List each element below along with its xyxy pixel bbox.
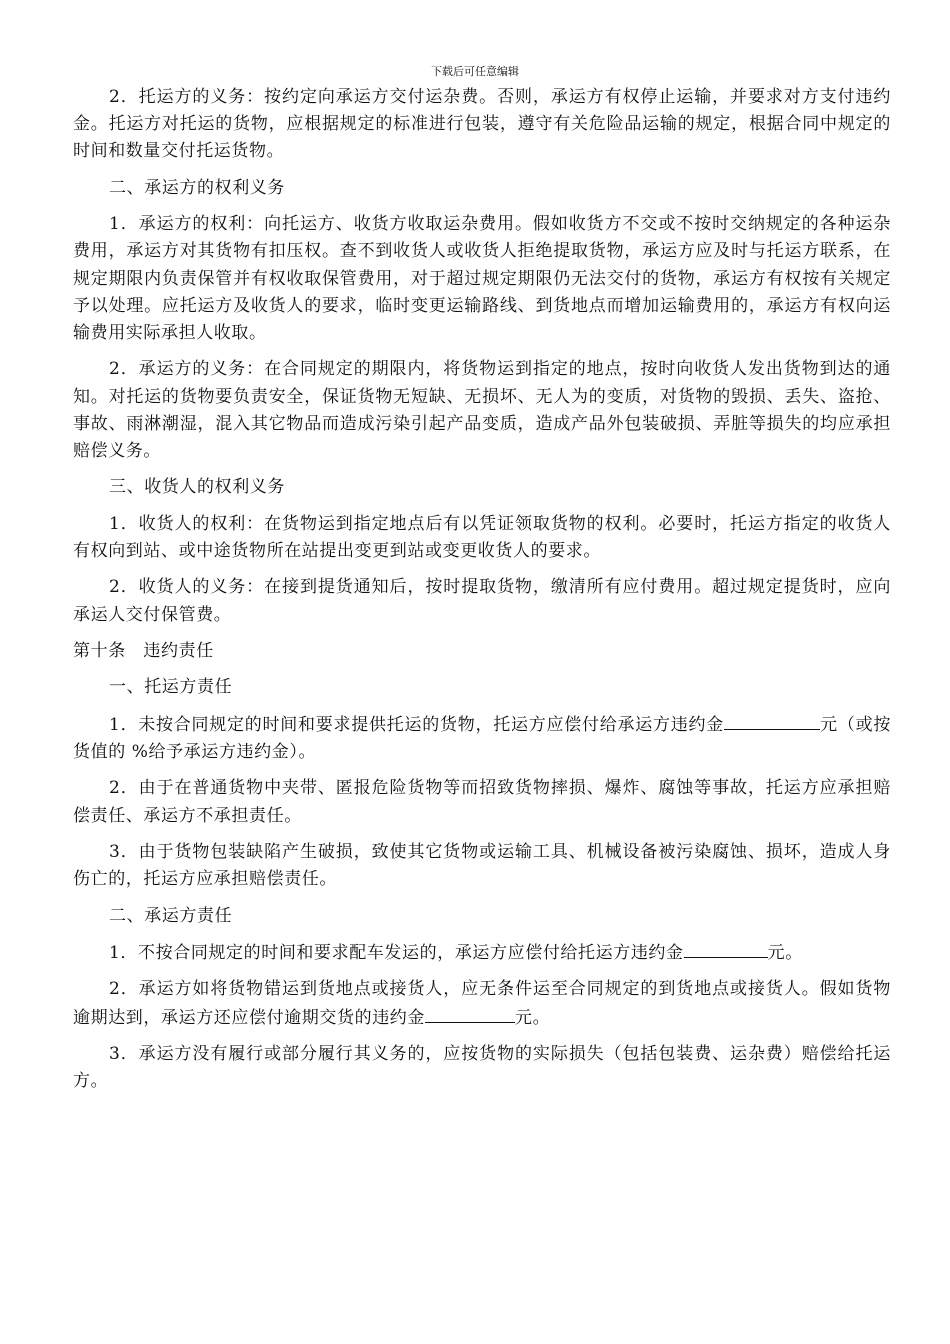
- paragraph-text: 1．不按合同规定的时间和要求配车发运的，承运方应偿付给托运方违约金: [109, 942, 684, 963]
- fill-in-blank[interactable]: [425, 1004, 515, 1023]
- paragraph-text: 1．未按合同规定的时间和要求提供托运的货物，托运方应偿付给承运方违约金: [109, 714, 724, 735]
- section-heading-carrier-liability: 二、承运方责任: [109, 905, 233, 926]
- paragraph-shipper-liability-2: 2．由于在普通货物中夹带、匿报危险货物等而招致货物摔损、爆炸、腐蚀等事故，托运方应承担赔偿责任、承运方不承担责任。: [73, 778, 891, 826]
- section-heading-carrier-rights: 二、承运方的权利义务: [109, 177, 285, 198]
- paragraph-consignee-obligations: 2．收货人的义务：在接到提货通知后，按时提取货物，缴清所有应付费用。超过规定提货时，应向承运人交付保管费。: [73, 577, 891, 625]
- paragraph-consignee-rights: 1．收货人的权利：在货物运到指定地点后有以凭证领取货物的权利。必要时，托运方指定的收货人有权向到站、或中途货物所在站提出变更到站或变更收货人的要求。: [73, 513, 891, 561]
- paragraph-carrier-liability-1: [73, 939, 891, 967]
- fill-in-blank[interactable]: [724, 711, 820, 730]
- paragraph-shipper-liability-3: 3．由于货物包装缺陷产生破损，致使其它货物或运输工具、机械设备被污染腐蚀、损坏，造成人身伤亡的，托运方应承担赔偿责任。: [73, 841, 891, 890]
- paragraph-carrier-liability-3: 3．承运方没有履行或部分履行其义务的，应按货物的实际损失（包括包装费、运杂费）赔偿给托运方。: [73, 1043, 891, 1092]
- section-heading-consignee-rights: 三、收货人的权利义务: [109, 477, 285, 498]
- paragraph-carrier-rights: 1．承运方的权利：向托运方、收货方收取运杂费用。假如收货方不交或不按时交纳规定的各种运杂费用，承运方对其货物有扣压权。查不到收货人或收货人拒绝提取货物，承运方应及时与托运方联系，在规定期限内负责保管并有权收取保管费用，对于超过规定期限仍无法交付的货物，承运方有权按有关规定予以处理。应托运方及收货人的要求，临时变更运输路线、到货地点而增加运输费用的，承运方有权向运输费用实际承担人收取。: [73, 214, 891, 343]
- document-body: [73, 84, 891, 1105]
- section-heading-shipper-liability: 一、托运方责任: [109, 677, 233, 698]
- paragraph-text: 元（或按货值的 %给予承运方违约金）。: [73, 714, 891, 762]
- paragraph-carrier-obligations: 2．承运方的义务：在合同规定的期限内，将货物运到指定的地点，按时向收货人发出货物到达的通知。对托运的货物要负责安全，保证货物无短缺、无损坏、无人为的变质，对货物的毁损、丢失、盗抢、事故、雨淋潮湿，混入其它物品而造成污染引起产品变质，造成产品外包装破损、弄脏等损失的均应承担赔偿义务。: [73, 359, 891, 461]
- article-heading-liability: 第十条 违约责任: [73, 640, 214, 661]
- paragraph-text: 元。: [767, 942, 803, 963]
- paragraph-text: 2．承运方如将货物错运到货地点或接货人，应无条件运至合同规定的到货地点或接货人。假如货物逾期达到，承运方还应偿付逾期交货的违约金: [73, 979, 891, 1028]
- paragraph-shipper-liability-1: [73, 711, 891, 766]
- paragraph-carrier-liability-2: [73, 976, 891, 1031]
- paragraph-shipper-obligations: 2．托运方的义务：按约定向承运方交付运杂费。否则，承运方有权停止运输，并要求对方支付违约金。托运方对托运的货物，应根据规定的标准进行包装，遵守有关危险品运输的规定，根据合同中规定的时间和数量交付托运货物。: [73, 87, 891, 162]
- fill-in-blank[interactable]: [684, 939, 768, 958]
- paragraph-text: 元。: [515, 1007, 551, 1028]
- page-header-note: 下载后可任意编辑: [431, 65, 519, 78]
